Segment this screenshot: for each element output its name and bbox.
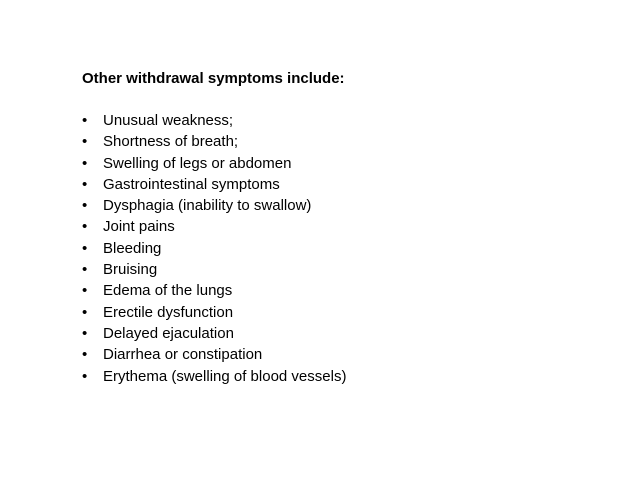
list-item-text: Joint pains	[103, 218, 175, 236]
list-item-text: Erectile dysfunction	[103, 303, 234, 321]
bullet: •	[82, 239, 88, 257]
list-item-text: Gastrointestinal symptoms	[103, 175, 280, 193]
list-item-text: Erythema (swelling of blood vessels)	[103, 367, 347, 385]
list-item-text: Swelling of legs or abdomen	[103, 154, 292, 172]
slide-content	[82, 68, 602, 387]
list-item-text: Diarrhea or constipation	[103, 346, 263, 364]
list-item-text: Dysphagia (inability to swallow)	[103, 197, 312, 215]
list-item	[82, 195, 602, 216]
list-item	[82, 238, 602, 259]
bullet: •	[82, 218, 88, 236]
list-item	[82, 131, 602, 152]
list-item	[82, 302, 602, 323]
bullet: •	[82, 197, 88, 215]
list-item-text: Shortness of breath;	[103, 133, 239, 151]
list-item	[82, 216, 602, 237]
list-item-text: Bruising	[103, 261, 158, 279]
list-item	[82, 280, 602, 301]
bullet: •	[82, 175, 88, 193]
list-item-text: Unusual weakness;	[103, 112, 234, 129]
list-item	[82, 366, 602, 387]
list-item	[82, 153, 602, 174]
symptom-list	[82, 110, 602, 387]
bullet: •	[82, 154, 88, 172]
list-item-text: Bleeding	[103, 239, 162, 257]
list-item-text: Edema of the lungs	[103, 282, 233, 300]
bullet: •	[82, 367, 88, 385]
list-item	[82, 344, 602, 365]
list-item	[82, 174, 602, 195]
bullet: •	[82, 261, 88, 279]
list-item	[82, 110, 602, 131]
list-item	[82, 323, 602, 344]
bullet: •	[82, 282, 88, 300]
list-item	[82, 259, 602, 280]
bullet: •	[82, 303, 88, 321]
bullet: •	[82, 112, 88, 129]
bullet: •	[82, 133, 88, 151]
slide-heading: Other withdrawal symptoms include:	[82, 70, 345, 87]
bullet: •	[82, 346, 88, 364]
bullet: •	[82, 324, 88, 342]
list-item-text: Delayed ejaculation	[103, 324, 234, 342]
